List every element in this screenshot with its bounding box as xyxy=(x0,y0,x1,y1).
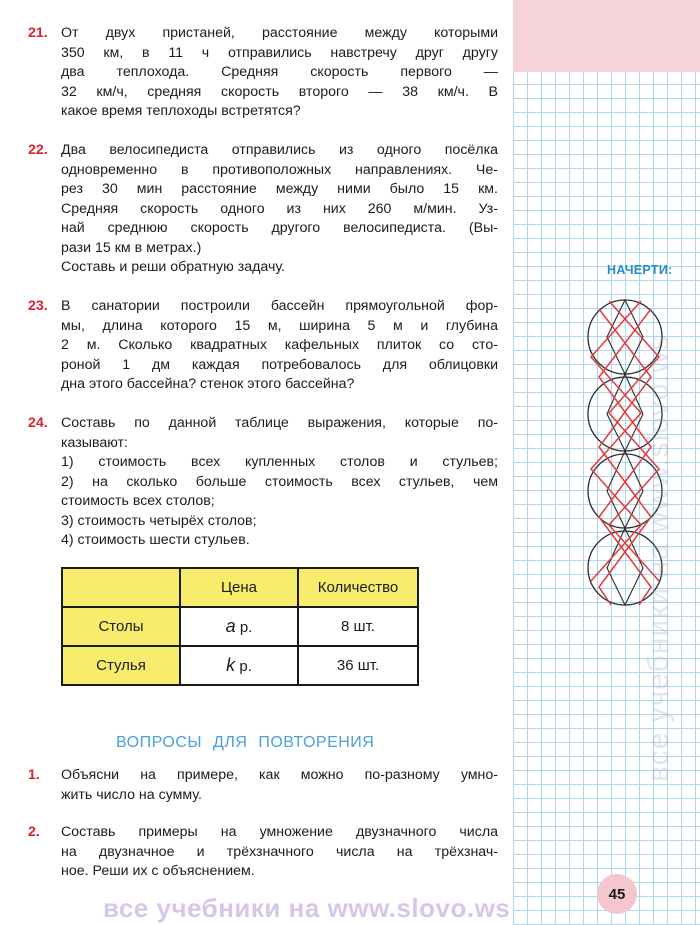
problem-line: роной 1 дм каждая потребовалось для облицовки xyxy=(61,356,498,373)
side-watermark: все учебники на www.slovo.ws xyxy=(642,334,675,782)
page-number-badge xyxy=(597,874,637,914)
table-item-cell: Столы xyxy=(62,607,180,646)
sidebar-pink-header xyxy=(513,0,700,72)
problem-number: 21. xyxy=(28,25,48,41)
question-number: 2. xyxy=(28,824,40,840)
problem-line: Составь по данной таблице выражения, которые по- xyxy=(61,415,498,431)
table-price-cell xyxy=(180,646,298,685)
question-line: жить число на сумму. xyxy=(61,786,202,803)
price-unit: р. xyxy=(235,658,252,675)
problem-line: От двух пристаней, расстояние между которыми xyxy=(61,25,498,41)
question-line: Составь примеры на умножение двузначного числа xyxy=(61,824,498,840)
problem-line: два теплохода. Средняя скорость первого — xyxy=(61,64,498,80)
problem-line: В санатории построили бассейн прямоугольной фор- xyxy=(61,298,498,314)
bottom-watermark: все учебники на www.slovo.ws xyxy=(103,893,511,923)
problem-line: дна этого бассейна? стенок этого бассейна? xyxy=(61,376,355,392)
table-item-cell: Стулья xyxy=(62,646,180,685)
problem-line: Составь и реши обратную задачу. xyxy=(61,259,285,275)
review-section-title: ВОПРОСЫ ДЛЯ ПОВТОРЕНИЯ xyxy=(116,734,375,751)
problem-line: мы, длина которого 15 м, ширина 5 м и глубина xyxy=(61,317,498,334)
problem-number: 24. xyxy=(28,415,48,431)
problem-line: стоимость всех столов; xyxy=(61,493,215,509)
problem-line: Два велосипедиста отправились из одного посёлка xyxy=(61,142,498,158)
question-number: 1. xyxy=(28,767,40,783)
review-question-1 xyxy=(28,766,498,805)
problem-line: 4) стоимость шести стульев. xyxy=(61,532,250,548)
problem-line: 32 км/ч, средняя скорость второго — 38 км/ч. В xyxy=(61,83,498,100)
table-price-cell xyxy=(180,607,298,646)
problem-line: 2 м. Сколько квадратных кафельных плиток со сто- xyxy=(61,337,498,353)
question-line: на двузначное и трёхзначного числа на трёхзнач- xyxy=(61,843,498,860)
problem-line: одновременно в противоположных направлениях. Че- xyxy=(61,161,498,178)
price-variable: a xyxy=(225,616,236,636)
price-unit: р. xyxy=(235,619,253,636)
problem-number: 23. xyxy=(28,298,48,314)
problem-24 xyxy=(28,414,498,551)
review-question-2 xyxy=(28,823,498,882)
problem-22 xyxy=(28,141,498,278)
question-line: ное. Реши их с объяснением. xyxy=(61,863,255,879)
pattern-black-diamonds xyxy=(607,300,643,605)
draw-label: НАЧЕРТИ: xyxy=(607,263,673,277)
price-quantity-table xyxy=(61,567,419,686)
question-line: Объясни на примере, как можно по-разному умно- xyxy=(61,767,498,783)
problem-line: рази 15 км в метрах.) xyxy=(61,239,202,256)
problem-line: какое время теплоходы встретятся? xyxy=(61,103,301,119)
problem-21 xyxy=(28,24,498,122)
problem-line: най среднюю скорость другого велосипедиста. (Вы- xyxy=(61,220,498,236)
table-header-cell xyxy=(62,568,180,607)
problem-line: казывают: xyxy=(61,434,128,451)
table-row xyxy=(62,646,418,685)
problem-line: 2) на сколько больше стоимость всех стульев, чем xyxy=(61,473,498,490)
problem-line: 350 км, в 11 ч отправились навстречу друг другу xyxy=(61,44,498,61)
page-number: 45 xyxy=(608,885,626,903)
problem-23 xyxy=(28,297,498,395)
table-header-cell: Цена xyxy=(180,568,298,607)
table-header-cell: Количество xyxy=(298,568,418,607)
problem-line: рез 30 мин расстояние между ними было 15 км. xyxy=(61,181,498,197)
price-variable: k xyxy=(226,655,236,675)
problem-number: 22. xyxy=(28,142,48,158)
table-qty-cell: 36 шт. xyxy=(298,646,418,685)
problem-line: 3) стоимость четырёх столов; xyxy=(61,512,257,529)
table-header-row xyxy=(62,568,418,607)
problem-line: 1) стоимость всех купленных столов и стульев; xyxy=(61,454,498,470)
problem-line: Средняя скорость одного из них 260 м/мин. Уз- xyxy=(61,200,498,217)
table-row xyxy=(62,607,418,646)
table-qty-cell: 8 шт. xyxy=(298,607,418,646)
